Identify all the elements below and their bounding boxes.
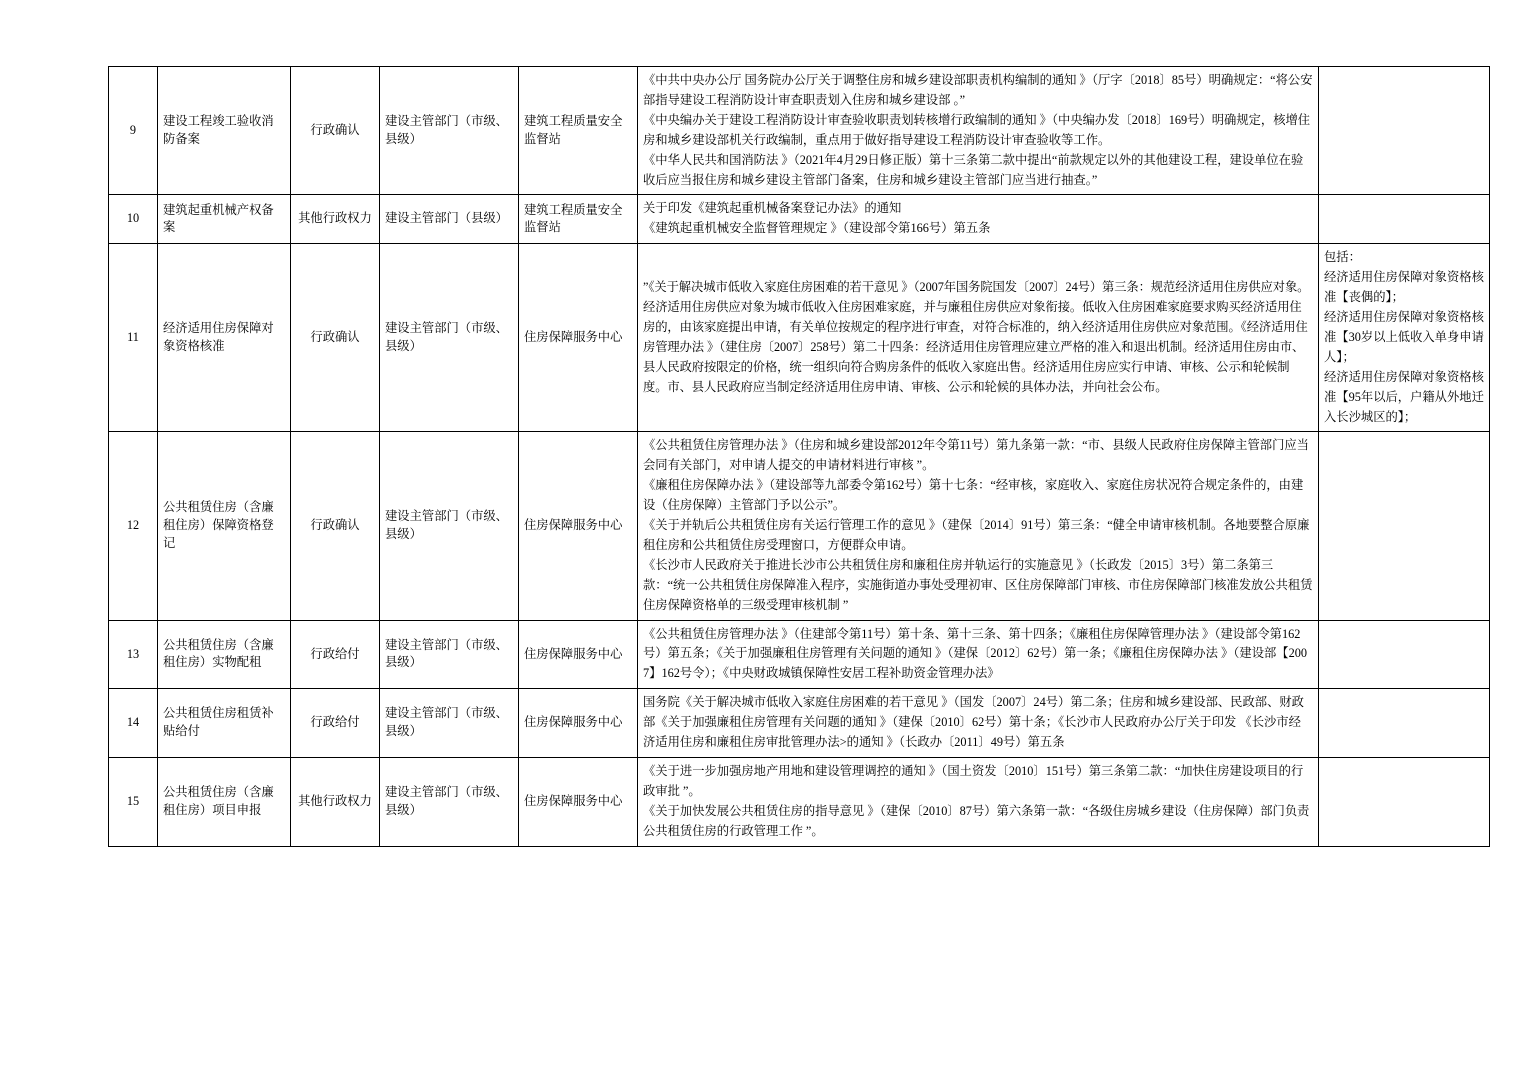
row-power-type: 行政确认 bbox=[291, 67, 380, 195]
legal-basis-paragraph: 关于印发《建筑起重机械备案登记办法》的通知 bbox=[643, 201, 902, 216]
row-department: 建设主管部门（市级、县级） bbox=[380, 432, 519, 620]
row-note bbox=[1319, 244, 1490, 432]
row-unit: 住房保障服务中心 bbox=[519, 244, 638, 432]
row-department: 建设主管部门（市级、县级） bbox=[380, 758, 519, 847]
row-unit: 建筑工程质量安全监督站 bbox=[519, 195, 638, 244]
row-index: 13 bbox=[109, 620, 158, 689]
administrative-items-table bbox=[108, 66, 1490, 847]
row-note bbox=[1319, 758, 1490, 847]
row-unit: 住房保障服务中心 bbox=[519, 432, 638, 620]
row-power-type: 行政确认 bbox=[291, 432, 380, 620]
legal-basis-paragraph: 《关于并轨后公共租赁住房有关运行管理工作的意见 》（建保〔2014〕91号）第三条：“健全申请审核机制。各地要整合原廉租住房和公共租赁住房受理窗口，方便群众申请。 bbox=[643, 518, 1310, 552]
row-power-type: 行政确认 bbox=[291, 244, 380, 432]
row-power-type: 行政给付 bbox=[291, 689, 380, 758]
row-department: 建设主管部门（市级、县级） bbox=[380, 620, 519, 689]
legal-basis-paragraph: 《中华人民共和国消防法 》（2021年4月29日修正版）第十三条第二款中提出“前款规定以外的其他建设工程，建设单位在验收后应当报住房和城乡建设主管部门备案，住房和城乡建设主管部门应当进行抽查。” bbox=[643, 152, 1304, 187]
row-item-name: 公共租赁住房（含廉租住房）实物配租 bbox=[158, 620, 291, 689]
note-paragraph: 经济适用住房保障对象资格核准【丧偶的】； bbox=[1324, 270, 1484, 305]
table-body bbox=[109, 67, 1490, 847]
row-note bbox=[1319, 620, 1490, 689]
row-item-name: 公共租赁住房（含廉租住房）保障资格登记 bbox=[158, 432, 291, 620]
table-row bbox=[109, 432, 1490, 620]
row-item-name: 公共租赁住房（含廉租住房）项目申报 bbox=[158, 758, 291, 847]
row-item-name: 公共租赁住房租赁补贴给付 bbox=[158, 689, 291, 758]
row-unit: 建筑工程质量安全监督站 bbox=[519, 67, 638, 195]
row-power-type: 其他行政权力 bbox=[291, 758, 380, 847]
legal-basis-paragraph: 《建筑起重机械安全监督管理规定 》（建设部令第166号）第五条 bbox=[643, 221, 991, 236]
row-legal-basis bbox=[638, 244, 1319, 432]
row-note bbox=[1319, 67, 1490, 195]
row-index: 9 bbox=[109, 67, 158, 195]
row-department: 建设主管部门（市级、县级） bbox=[380, 244, 519, 432]
legal-basis-paragraph: 《关于进一步加强房地产用地和建设管理调控的通知 》（国土资发〔2010〕151号）第三条第二款：“加快住房建设项目的行政审批 ”。 bbox=[643, 764, 1304, 798]
row-note bbox=[1319, 195, 1490, 244]
note-paragraph: 经济适用住房保障对象资格核准【95年以后，户籍从外地迁入长沙城区的】； bbox=[1324, 369, 1484, 424]
table-row bbox=[109, 758, 1490, 847]
row-index: 10 bbox=[109, 195, 158, 244]
row-unit: 住房保障服务中心 bbox=[519, 758, 638, 847]
row-unit: 住房保障服务中心 bbox=[519, 689, 638, 758]
row-item-name: 建筑起重机械产权备案 bbox=[158, 195, 291, 244]
row-legal-basis bbox=[638, 195, 1319, 244]
legal-basis-paragraph: 《长沙市人民政府关于推进长沙市公共租赁住房和廉租住房并轨运行的实施意见 》（长政发〔2015〕3号）第二条第三款：“统一公共租赁住房保障准入程序，实施街道办事处受理初审、区住房保障部门审核、市住房保障部门核准发放公共租赁住房保障资格单的三级受理审核机制 ” bbox=[643, 557, 1313, 612]
row-legal-basis bbox=[638, 758, 1319, 847]
row-legal-basis bbox=[638, 67, 1319, 195]
legal-basis-paragraph: 《关于加快发展公共租赁住房的指导意见 》（建保〔2010〕87号）第六条第一款：“各级住房城乡建设（住房保障）部门负责公共租赁住房的行政管理工作 ”。 bbox=[643, 803, 1310, 838]
row-index: 15 bbox=[109, 758, 158, 847]
row-item-name: 经济适用住房保障对象资格核准 bbox=[158, 244, 291, 432]
legal-basis-paragraph: 《公共租赁住房管理办法 》（住建部令第11号）第十条、第十三条、第十四条；《廉租住房保障管理办法 》（建设部令第162号）第五条；《关于加强廉租住房管理有关问题的通知 》（建保〔2012〕62号）第一条；《廉租住房保障办法 》（建设部【2007】162号令）；《中央财政城镇保障性安居工程补助资金管理办法》 bbox=[643, 626, 1308, 681]
row-note bbox=[1319, 432, 1490, 620]
row-power-type: 其他行政权力 bbox=[291, 195, 380, 244]
legal-basis-paragraph: 《公共租赁住房管理办法 》（住房和城乡建设部2012年令第11号）第九条第一款：“市、县级人民政府住房保障主管部门应当会同有关部门，对申请人提交的申请材料进行审核 ”。 bbox=[643, 438, 1309, 473]
row-index: 14 bbox=[109, 689, 158, 758]
legal-basis-paragraph: ”《关于解决城市低收入家庭住房困难的若干意见 》（2007年国务院国发〔2007〕24号）第三条：规范经济适用住房供应对象。经济适用住房供应对象为城市低收入住房困难家庭，并与廉租住房供应对象衔接。低收入住房困难家庭要求购买经济适用住房的，由该家庭提出申请，有关单位按规定的程序进行审查，对符合标准的，纳入经济适用住房供应对象范围。《经济适用住房管理办法 》（建住房〔2007〕258号）第二十四条：经济适用住房管理应建立严格的准入和退出机制。经济适用住房由市、县人民政府按限定的价格，统一组织向符合购房条件的低收入家庭出售。经济适用住房应实行申请、审核、公示和轮候制度。市、县人民政府应当制定经济适用住房申请、审核、公示和轮候的具体办法，并向社会公布。 bbox=[643, 280, 1310, 394]
note-paragraph: 包括： bbox=[1324, 250, 1361, 265]
row-department: 建设主管部门（市级、县级） bbox=[380, 67, 519, 195]
row-legal-basis bbox=[638, 689, 1319, 758]
table-row bbox=[109, 244, 1490, 432]
table-row bbox=[109, 67, 1490, 195]
row-index: 11 bbox=[109, 244, 158, 432]
table-row bbox=[109, 195, 1490, 244]
note-paragraph: 经济适用住房保障对象资格核准【30岁以上低收入单身申请人】； bbox=[1324, 309, 1484, 364]
legal-basis-paragraph: 《廉租住房保障办法 》（建设部等九部委令第162号）第十七条：“经审核，家庭收入、家庭住房状况符合规定条件的，由建设（住房保障）主管部门予以公示”。 bbox=[643, 478, 1304, 513]
row-department: 建设主管部门（县级） bbox=[380, 195, 519, 244]
table-row bbox=[109, 620, 1490, 689]
row-power-type: 行政给付 bbox=[291, 620, 380, 689]
row-legal-basis bbox=[638, 620, 1319, 689]
row-department: 建设主管部门（市级、县级） bbox=[380, 689, 519, 758]
legal-basis-paragraph: 《中共中央办公厅 国务院办公厅关于调整住房和城乡建设部职责机构编制的通知 》（厅字〔2018〕85号）明确规定：“将公安部指导建设工程消防设计审查职责划入住房和城乡建设部 。” bbox=[643, 73, 1313, 107]
row-index: 12 bbox=[109, 432, 158, 620]
row-legal-basis bbox=[638, 432, 1319, 620]
legal-basis-paragraph: 国务院《关于解决城市低收入家庭住房困难的若干意见 》（国发〔2007〕24号）第二条；住房和城乡建设部、民政部、财政部《关于加强廉租住房管理有关问题的通知 》（建保〔2010〕62号）第十条；《长沙市人民政府办公厅关于印发 《长沙市经济适用住房和廉租住房审批管理办法>的通知 》（长政办〔2011〕49号）第五条 bbox=[643, 695, 1304, 750]
row-note bbox=[1319, 689, 1490, 758]
legal-basis-paragraph: 《中央编办关于建设工程消防设计审查验收职责划转核增行政编制的通知 》（中央编办发〔2018〕169号）明确规定，核增住房和城乡建设部机关行政编制，重点用于做好指导建设工程消防设计审查验收等工作。 bbox=[643, 112, 1311, 147]
row-unit: 住房保障服务中心 bbox=[519, 620, 638, 689]
row-item-name: 建设工程竣工验收消防备案 bbox=[158, 67, 291, 195]
table-row bbox=[109, 689, 1490, 758]
